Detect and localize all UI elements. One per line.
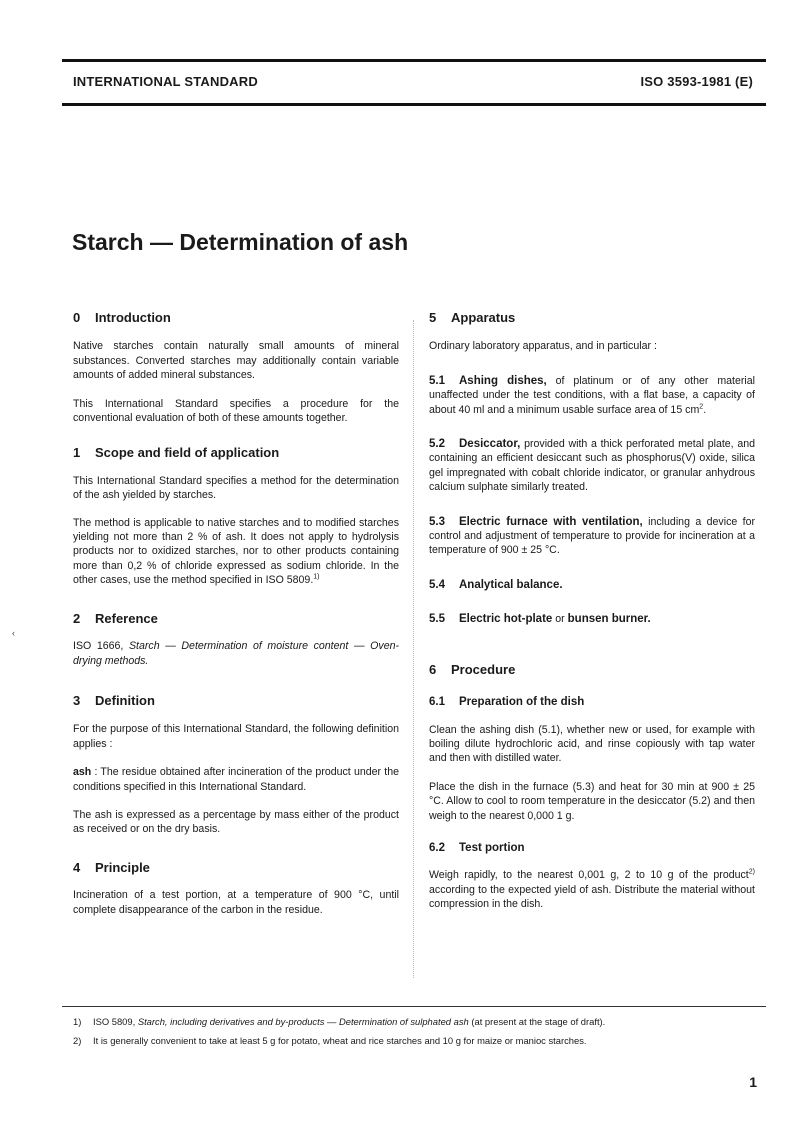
intro-paragraph-1: Native starches contain naturally small amounts of mineral substances. Converted starches may additionally contain variable amounts of added mineral substances.: [73, 340, 399, 382]
intro-paragraph-2: This International Standard specifies a procedure for the conventional evaluation of both of these amounts together.: [73, 397, 399, 425]
section-heading-definition: 3 Definition: [73, 692, 155, 708]
procedure-6-2-paragraph: Weigh rapidly, to the nearest 0,001 g, 2 to 10 g of the product$^{2)}$ according to the expected yield of ash. Distribute the material without compression in the dish.: [429, 868, 755, 911]
section-heading-procedure: 6 Procedure: [429, 661, 516, 677]
document-type-label: INTERNATIONAL STANDARD: [73, 74, 258, 89]
right-column: [429, 311, 755, 912]
subsection-heading-6-1: 6.1 Preparation of the dish: [429, 696, 585, 709]
subsection-heading-6-2: 6.2 Test portion: [429, 841, 525, 854]
left-column: [73, 311, 399, 917]
apparatus-item-5-5: 5.5 Electric hot-plate or bunsen burner.: [429, 613, 651, 626]
procedure-6-1-paragraph-1: Clean the ashing dish (5.1), whether new or used, for example with boiling dilute hydrochloric acid, and rinse copiously with tap water and then with distilled water.: [429, 723, 755, 765]
scope-paragraph-2: The method is applicable to native starches and to modified starches yielding not more than 2 % of ash. It does not apply to hydrolysis products nor to oxidized starches, nor to other products containing more than 0,2 % of chloride expressed as sodium chloride. In the other cases, use the method specified in ISO 5809.$^{1)}$: [73, 516, 399, 587]
apparatus-item-5-1: 5.1 Ashing dishes, of platinum or of any other material unaffected under the test conditions, with a flat base, a capacity of about 40 ml and a minimum usable surface area of 15 $cm^2$.: [429, 374, 755, 416]
document-title: Starch — Determination of ash: [72, 229, 409, 255]
page-number: 1: [749, 1074, 757, 1090]
apparatus-item-5-3: 5.3 Electric furnace with ventilation, including a device for control and adjustment of temperature to provide for incineration at a temperature of 900 ± 25 °C.: [429, 515, 756, 557]
header-top-rule: [62, 59, 766, 62]
reference-paragraph: ISO 1666, Starch — Determination of moisture content — Oven-drying methods.: [73, 640, 400, 667]
footnote-ref-2: 2): [748, 868, 755, 876]
footnote-rule: [62, 1006, 766, 1007]
section-heading-reference: 2 Reference: [73, 610, 158, 626]
column-divider: [413, 320, 414, 978]
scope-paragraph-1: This International Standard specifies a method for the determination of the ash yielded by starches.: [73, 474, 399, 502]
apparatus-item-5-4: 5.4 Analytical balance.: [429, 578, 563, 591]
section-heading-principle: 4 Principle: [73, 859, 150, 875]
section-heading-introduction: 0 Introduction: [73, 310, 171, 325]
apparatus-item-5-2: 5.2 Desiccator, provided with a thick perforated metal plate, and containing an efficient desiccant such as phosphorus(V) oxide, silica gel impregnated with cobalt chloride indicator, or granular anhydrous calcium sulphate similarly treated.: [429, 438, 755, 494]
procedure-6-1-paragraph-2: Place the dish in the furnace (5.3) and heat for 30 min at 900 ± 25 °C. Allow to cool to room temperature in the desiccator (5.2) and then weigh to the nearest 0,000 1 g.: [429, 780, 755, 822]
margin-mark: ‹: [12, 628, 15, 638]
definition-term-paragraph: ash : The residue obtained after incineration of the product under the conditions specified in this International Standard.: [73, 766, 399, 793]
apparatus-intro: Ordinary laboratory apparatus, and in particular :: [429, 340, 657, 353]
footnote-ref-1: 1): [313, 573, 320, 581]
footnote-2: 2) It is generally convenient to take at least 5 g for potato, wheat and rice starches and 10 g for maize or manioc starches.: [73, 1035, 587, 1046]
header-bottom-rule: [62, 103, 766, 106]
section-heading-apparatus: 5 Apparatus: [429, 310, 516, 325]
section-heading-scope: 1 Scope and field of application: [73, 445, 280, 461]
definition-paragraph-1: For the purpose of this International Standard, the following definition applies :: [73, 723, 399, 750]
standard-number: ISO 3593-1981 (E): [640, 74, 753, 89]
footnote-1: 1) ISO 5809, Starch, including derivatives and by-products — Determination of sulphated ash (at present at the stage of draft).: [73, 1016, 606, 1027]
definition-paragraph-3: The ash is expressed as a percentage by mass either of the product as received or on the dry basis.: [73, 808, 399, 836]
definition-term: ash: [73, 766, 92, 779]
principle-paragraph: Incineration of a test portion, at a temperature of 900 °C, until complete disappearance of the carbon in the residue.: [73, 889, 399, 916]
